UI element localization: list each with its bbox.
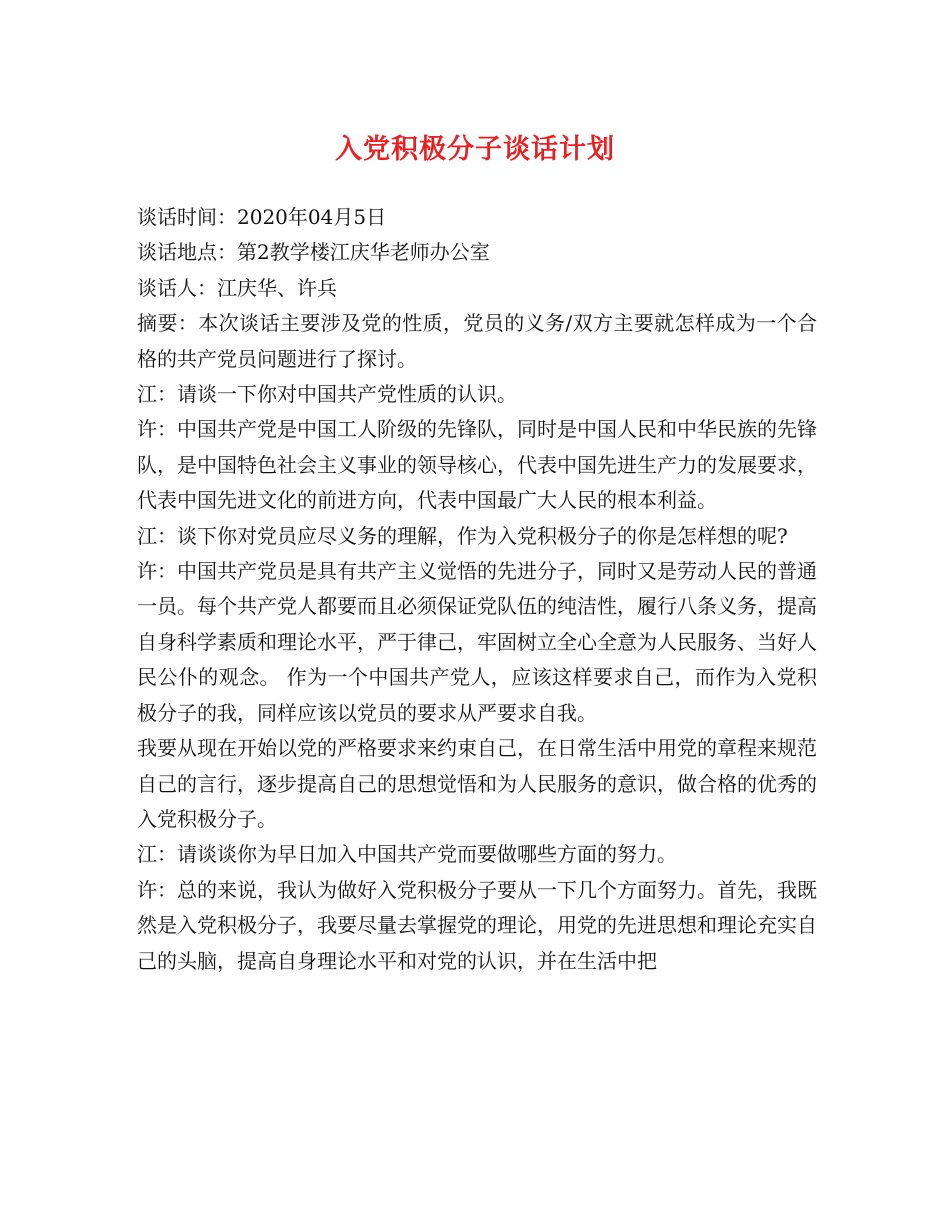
dialogue-answer-2: 许：中国共产党员是具有共产主义觉悟的先进分子，同时又是劳动人民的普通一员。每个共产党人都要而且必须保证党队伍的纯洁性，履行八条义务，提高自身科学素质和理论水平，严于律己，牢固树立全心全意为人民服务、当好人民公仆的观念。 作为一个中国共产党人，应该这样要求自己，而作为入党积极分子的我，同样应该以党员的要求从严要求自我。: [137, 559, 817, 725]
meta-location: 谈话地点：第2教学楼江庆华老师办公室: [137, 240, 490, 265]
meta-time: 谈话时间：2020年04月5日: [137, 205, 387, 229]
dialogue-question-3: 江：请谈谈你为早日加入中国共产党而要做哪些方面的努力。: [137, 842, 677, 867]
dialogue-question-2: 江：谈下你对党员应尽义务的理解，作为入党积极分子的你是怎样想的呢?: [137, 523, 788, 548]
dialogue-answer-1: 许：中国共产党是中国工人阶级的先锋队，同时是中国人民和中华民族的先锋队，是中国特色社会主义事业的领导核心，代表中国先进生产力的发展要求，代表中国先进文化的前进方向，代表中国最广大人民的根本利益。: [137, 417, 817, 513]
dialogue-answer-3: 许：总的来说，我认为做好入党积极分子要从一下几个方面努力。首先，我既然是入党积极分子，我要尽量去掌握党的理论，用党的先进思想和理论充实自己的头脑，提高自身理论水平和对党的认识，并在生活中把: [137, 877, 817, 973]
summary-paragraph: 摘要：本次谈话主要涉及党的性质，党员的义务/双方主要就怎样成为一个合格的共产党员问题进行了探讨。: [137, 311, 817, 371]
dialogue-question-1: 江：请谈一下你对中国共产党性质的认识。: [137, 382, 517, 407]
meta-participants: 谈话人：江庆华、许兵: [137, 275, 337, 300]
document-title: 入党积极分子谈话计划: [335, 134, 615, 165]
dialogue-answer-2-continued: 我要从现在开始以党的严格要求来约束自己，在日常生活中用党的章程来规范自己的言行，逐步提高自己的思想觉悟和为人民服务的意识，做合格的优秀的入党积极分子。: [137, 736, 817, 831]
document-body: [137, 200, 817, 979]
